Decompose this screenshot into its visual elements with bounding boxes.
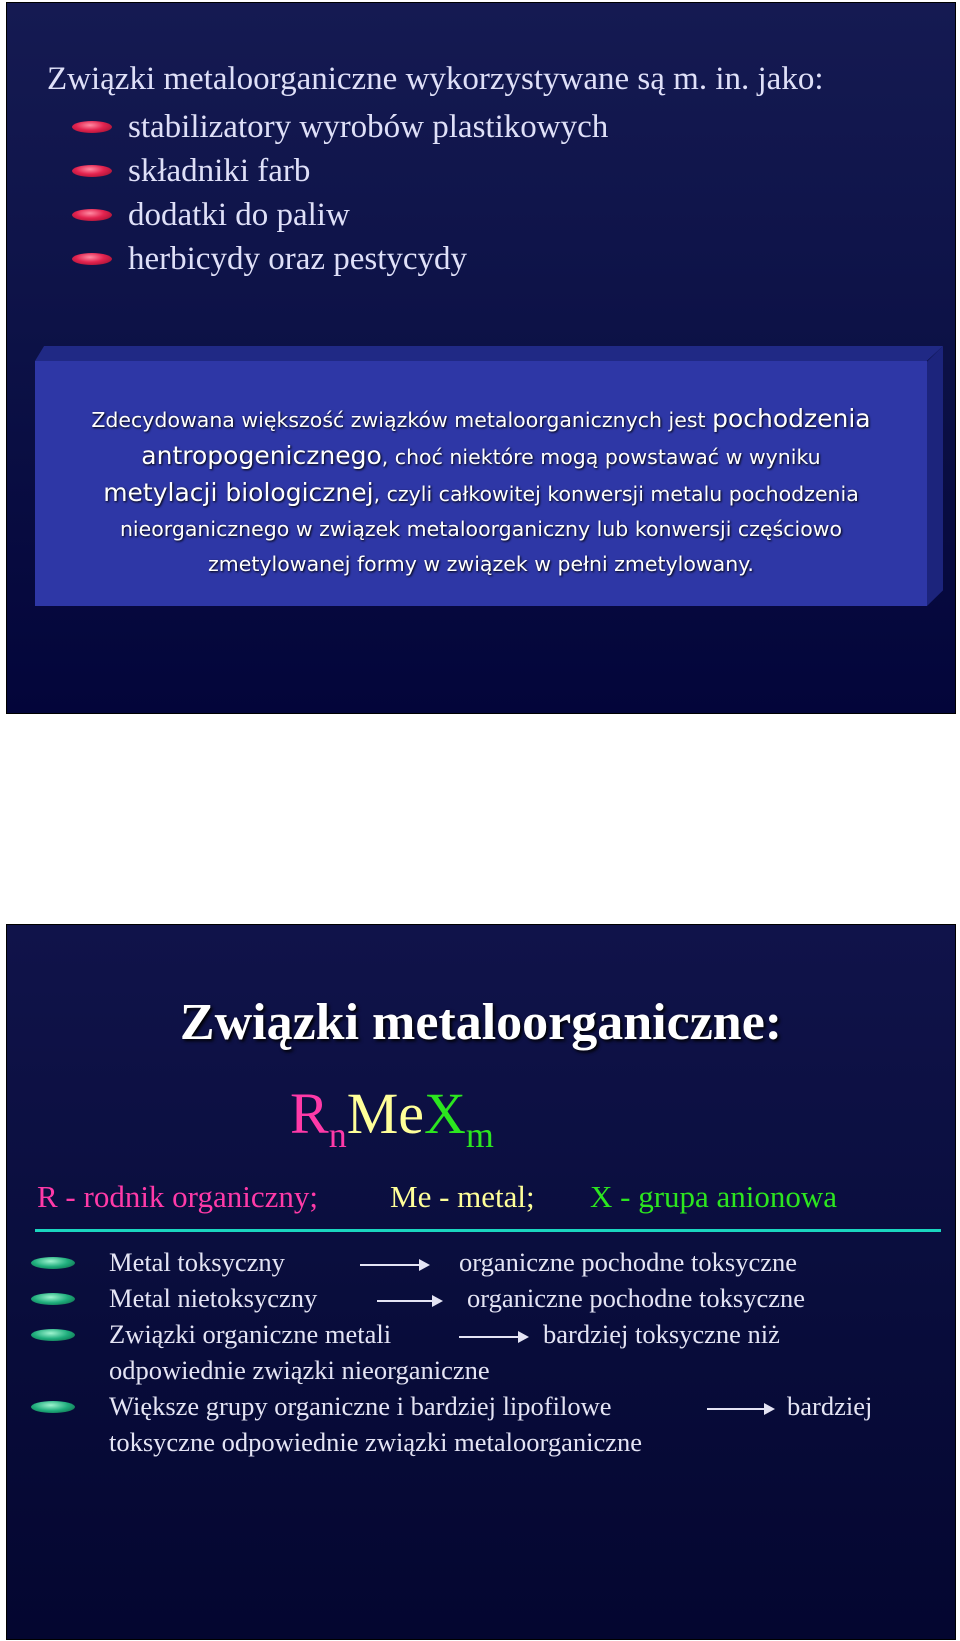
bullet-icon (31, 1329, 75, 1341)
item-1-left: Metal toksyczny (109, 1247, 285, 1277)
item-4-right: bardziej (787, 1391, 873, 1421)
item-4-left: Większe grupy organiczne i bardziej lipofilowe (109, 1391, 612, 1421)
bullet-icon (72, 209, 112, 221)
arrow-right-icon (459, 1336, 527, 1338)
usage-list (72, 105, 608, 281)
item-1-right: organiczne pochodne toksyczne (459, 1247, 797, 1277)
list-item: stabilizatory wyrobów plastikowych (72, 105, 608, 149)
slide-2 (6, 924, 956, 1640)
bullet-icon (31, 1293, 75, 1305)
bullet-icon (72, 121, 112, 133)
arrow-right-icon (360, 1264, 428, 1266)
bullet-icon (72, 253, 112, 265)
slide-1-heading: Związki metaloorganiczne wykorzystywane są m. in. jako: (47, 61, 824, 97)
item-4-cont: toksyczne odpowiednie związki metaloorganiczne (109, 1427, 642, 1457)
item-3-right: bardziej toksyczne niż (543, 1319, 780, 1349)
slide-2-title: Związki metaloorganiczne: (179, 994, 783, 1051)
list-item: składniki farb (72, 149, 608, 193)
legend-x: X - grupa anionowa (590, 1179, 838, 1214)
item-3-cont: odpowiednie związki nieorganiczne (109, 1355, 490, 1385)
bullet-icon (31, 1401, 75, 1413)
general-formula: $R_nMeX_m$ (290, 1081, 494, 1155)
item-2-right: organiczne pochodne toksyczne (467, 1283, 805, 1313)
arrow-right-icon (707, 1408, 773, 1410)
info-box-bevel-top (35, 346, 943, 361)
info-box-bevel-right (927, 346, 943, 606)
bullet-icon (31, 1257, 75, 1269)
arrow-right-icon (377, 1300, 441, 1302)
item-2-left: Metal nietoksyczny (109, 1283, 318, 1313)
info-box-text: Zdecydowana większość związków metaloorganicznych jest pochodzenia antropogenicznego, choć niektóre mogą powstawać w wyniku metylacji biologicznej, czyli całkowitej konwersji metalu pochodzenia nieorganicznego w związek metaloorganiczny lub konwersji częściowo zmetylowanej formy w związek w pełni zmetylowany. (91, 404, 871, 576)
list-item: dodatki do paliw (72, 193, 608, 237)
item-3-left: Związki organiczne metali (109, 1319, 392, 1349)
legend-r: R - rodnik organiczny; (37, 1179, 318, 1214)
legend-me: Me - metal; (390, 1179, 535, 1214)
divider (35, 1229, 941, 1232)
list-item: herbicydy oraz pestycydy (72, 237, 608, 281)
slide-1 (6, 2, 956, 714)
bullet-icon (72, 165, 112, 177)
